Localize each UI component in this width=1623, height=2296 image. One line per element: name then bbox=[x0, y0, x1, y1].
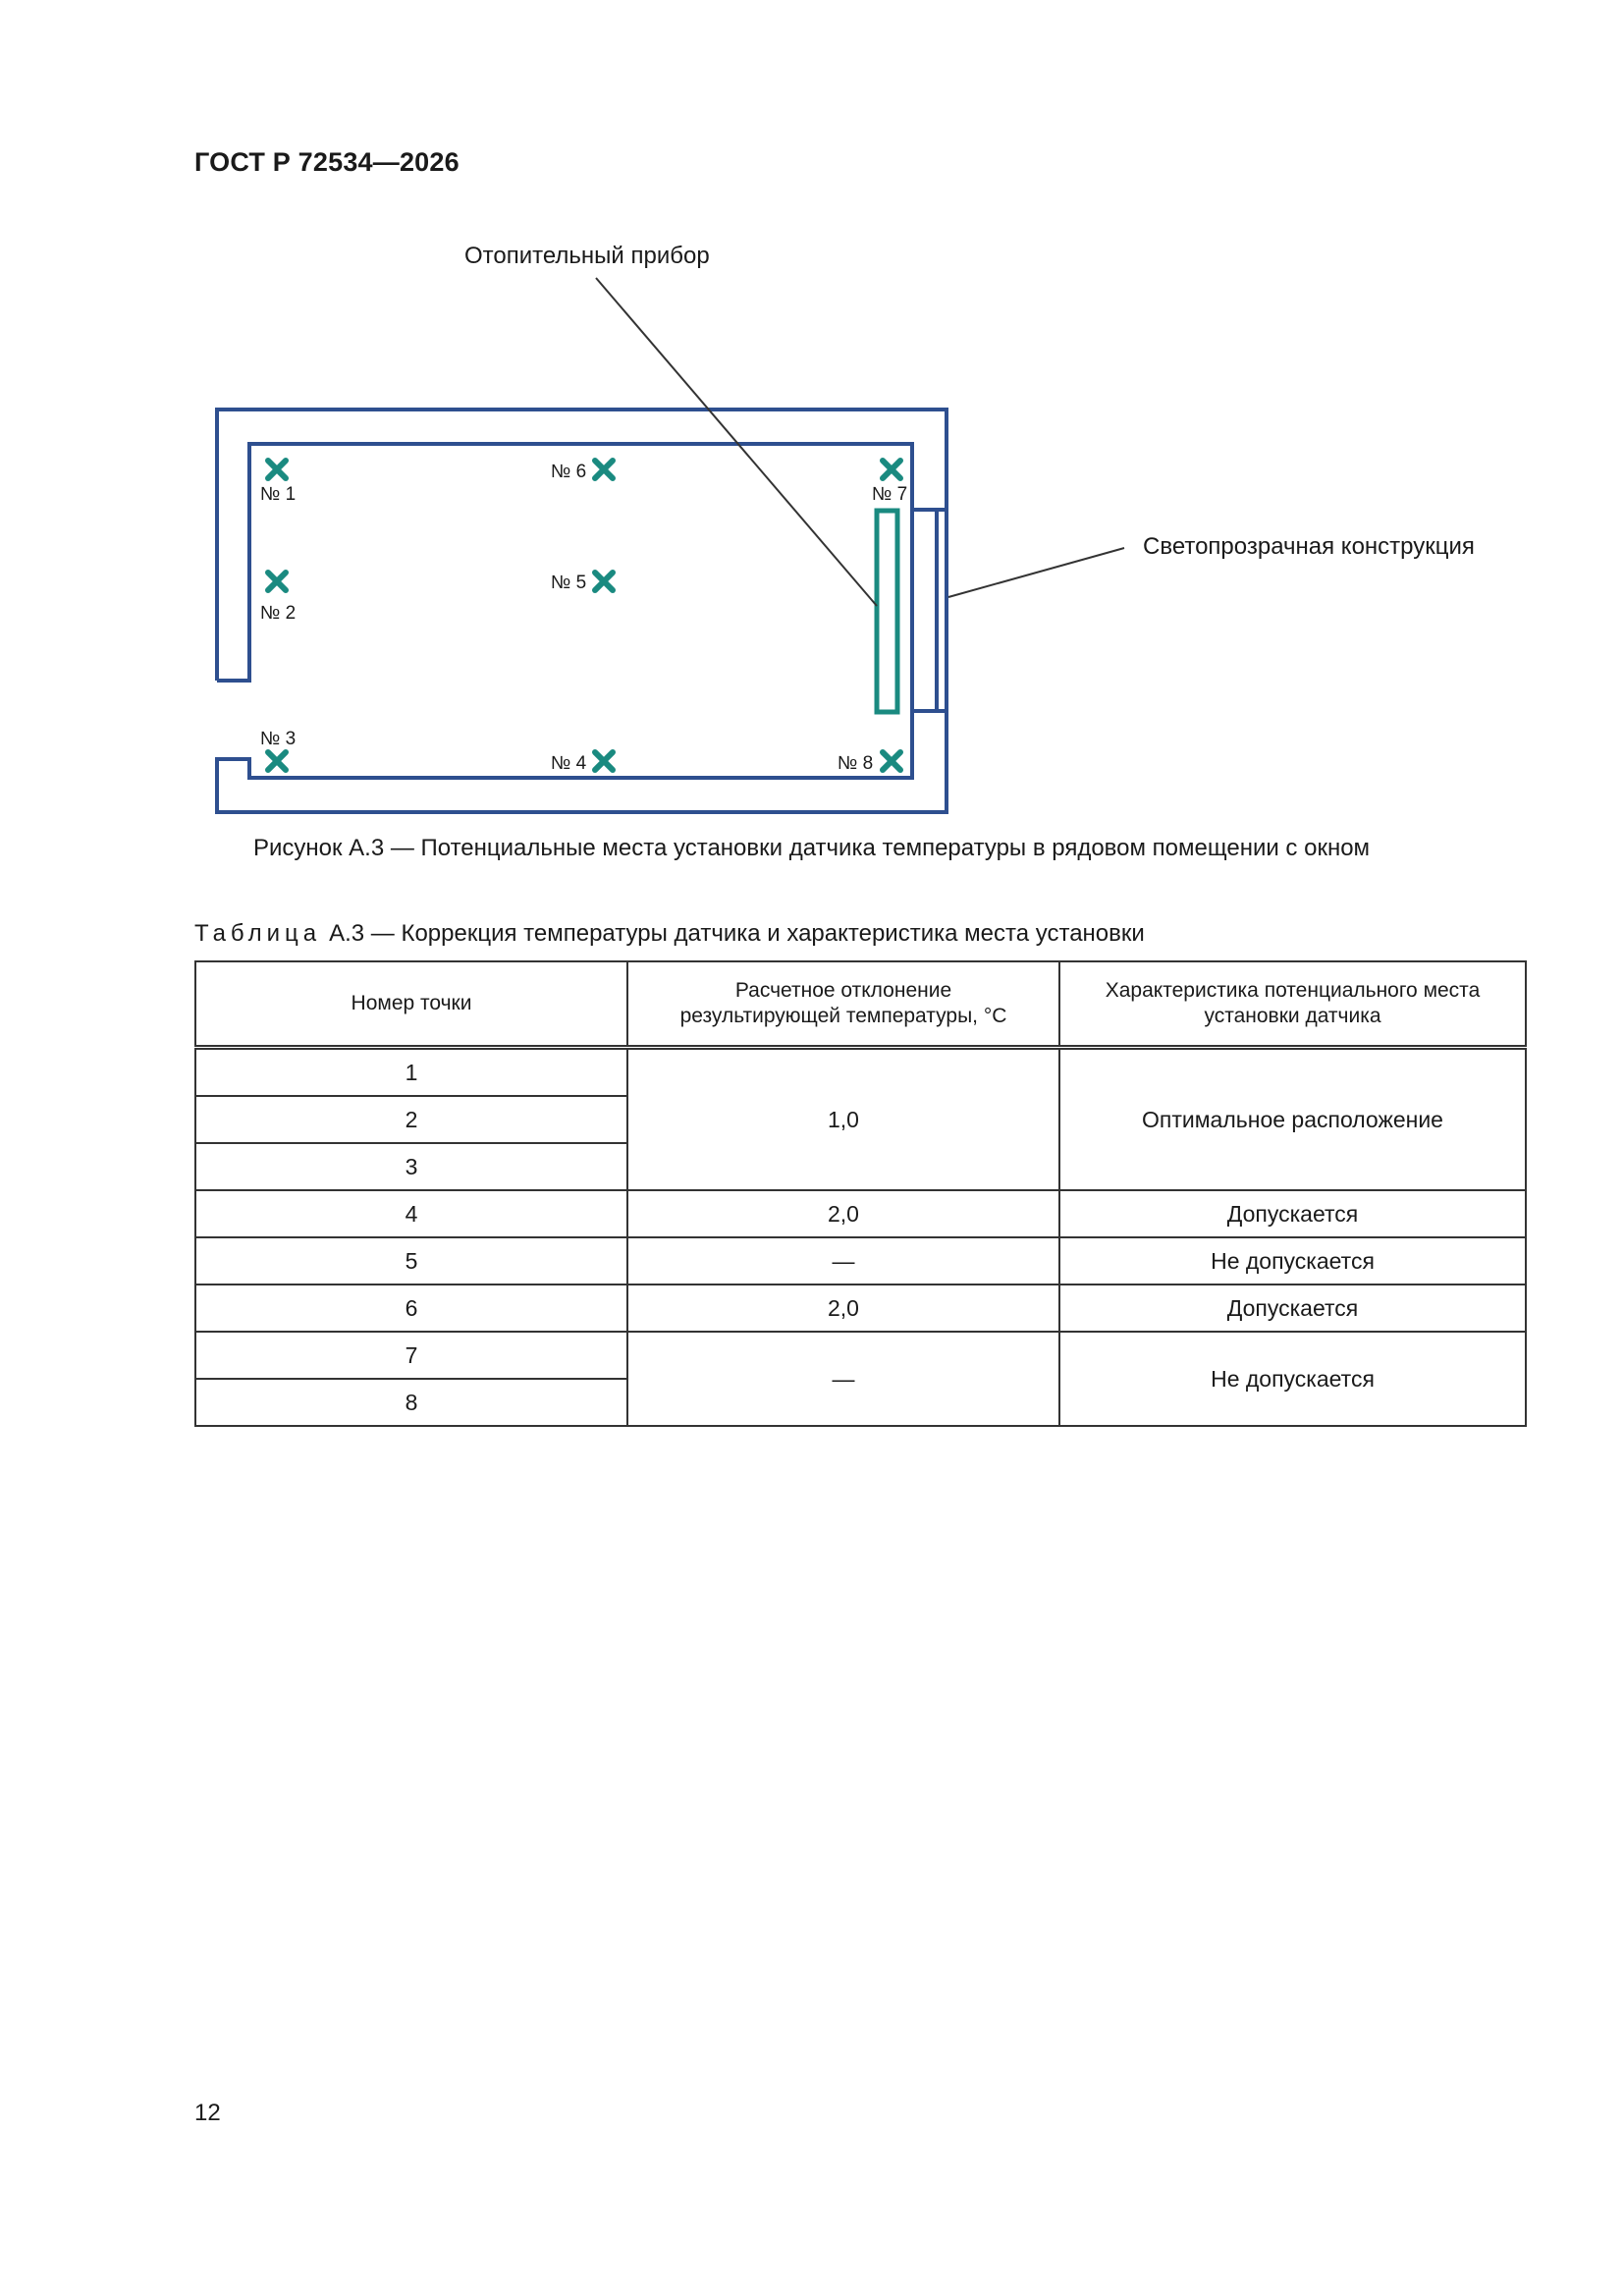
cell-characteristic: Допускается bbox=[1059, 1190, 1526, 1237]
window-label: Светопрозрачная конструкция bbox=[1143, 533, 1475, 560]
table-row bbox=[195, 1237, 1526, 1285]
table-row bbox=[195, 1332, 1526, 1379]
cell-deviation: 2,0 bbox=[627, 1285, 1059, 1332]
cell-characteristic: Оптимальное расположение bbox=[1059, 1048, 1526, 1191]
table-title-rest: А.3 — Коррекция температуры датчика и характеристика места установки bbox=[329, 920, 1145, 947]
cell-characteristic: Не допускается bbox=[1059, 1332, 1526, 1426]
table-row bbox=[195, 1190, 1526, 1237]
cell-point: 6 bbox=[195, 1285, 627, 1332]
marker-icon-8 bbox=[883, 752, 900, 770]
page-number: 12 bbox=[194, 2100, 221, 2126]
room-plan-figure bbox=[0, 0, 1623, 825]
marker-icon-3 bbox=[268, 752, 286, 770]
point-label-4: № 4 bbox=[551, 753, 587, 774]
cell-point: 8 bbox=[195, 1379, 627, 1426]
point-label-2: № 2 bbox=[260, 603, 297, 624]
point-label-5: № 5 bbox=[551, 573, 587, 593]
cell-point: 4 bbox=[195, 1190, 627, 1237]
point-label-3: № 3 bbox=[260, 729, 297, 749]
cell-point: 5 bbox=[195, 1237, 627, 1285]
header-characteristic: Характеристика потенциального места установки датчика bbox=[1059, 961, 1526, 1048]
marker-icon-2 bbox=[268, 573, 286, 590]
table-row bbox=[195, 1285, 1526, 1332]
point-label-8: № 8 bbox=[838, 753, 874, 774]
table-row bbox=[195, 1048, 1526, 1097]
header-point-number: Номер точки bbox=[195, 961, 627, 1048]
heater-rect bbox=[877, 511, 897, 712]
marker-icon-1 bbox=[268, 461, 286, 478]
cell-deviation: 2,0 bbox=[627, 1190, 1059, 1237]
cell-characteristic: Не допускается bbox=[1059, 1237, 1526, 1285]
correction-table bbox=[194, 960, 1527, 1427]
cell-characteristic: Допускается bbox=[1059, 1285, 1526, 1332]
point-label-7: № 7 bbox=[872, 484, 908, 505]
header-deviation: Расчетное отклонение результирующей температуры, °С bbox=[627, 961, 1059, 1048]
cell-point: 1 bbox=[195, 1048, 627, 1097]
cell-deviation: — bbox=[627, 1332, 1059, 1426]
sensor-markers bbox=[268, 461, 900, 770]
table-title bbox=[194, 920, 1145, 948]
marker-icon-6 bbox=[595, 461, 613, 478]
cell-point: 2 bbox=[195, 1096, 627, 1143]
window-leader-line bbox=[948, 548, 1124, 597]
cell-point: 7 bbox=[195, 1332, 627, 1379]
cell-deviation: — bbox=[627, 1237, 1059, 1285]
marker-icon-7 bbox=[883, 461, 900, 478]
heater-label: Отопительный прибор bbox=[464, 243, 710, 269]
table-header-row bbox=[195, 961, 1526, 1048]
table-title-prefix: Таблица bbox=[194, 920, 322, 947]
cell-deviation: 1,0 bbox=[627, 1048, 1059, 1191]
point-label-1: № 1 bbox=[260, 484, 297, 505]
figure-caption: Рисунок А.3 — Потенциальные места установки датчика температуры в рядовом помещении с окном bbox=[252, 835, 1371, 861]
cell-point: 3 bbox=[195, 1143, 627, 1190]
document-header: ГОСТ Р 72534—2026 bbox=[194, 147, 460, 177]
marker-icon-4 bbox=[595, 752, 613, 770]
marker-icon-5 bbox=[595, 573, 613, 590]
point-label-6: № 6 bbox=[551, 462, 587, 482]
